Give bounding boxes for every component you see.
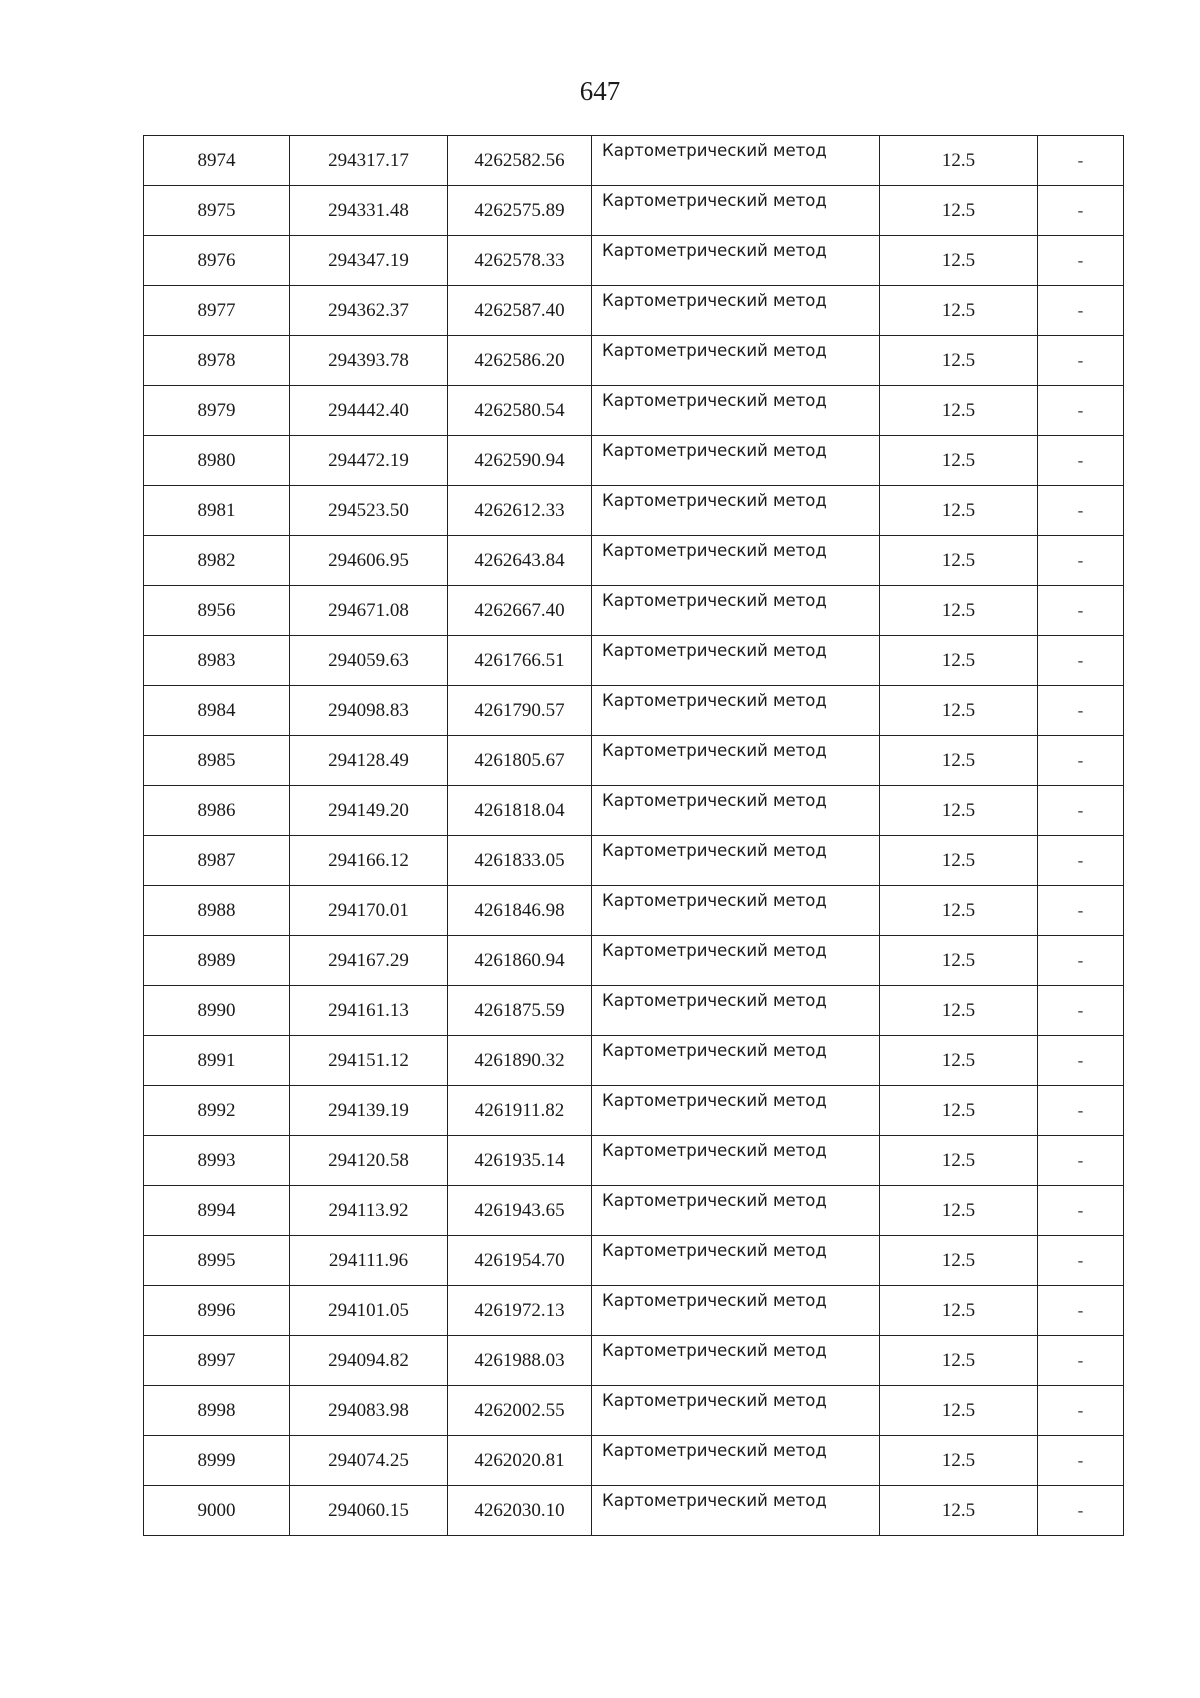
note-cell: -: [1038, 1286, 1124, 1336]
table-row: [144, 1486, 1124, 1536]
y-coordinate-cell: 4261766.51: [448, 636, 592, 686]
point-number-cell: 8981: [144, 486, 290, 536]
method-cell: Картометрический метод: [592, 1236, 880, 1286]
table-row: [144, 1236, 1124, 1286]
y-coordinate-cell: 4261954.70: [448, 1236, 592, 1286]
method-cell: Картометрический метод: [592, 936, 880, 986]
point-number-cell: 8977: [144, 286, 290, 336]
point-number-cell: 8998: [144, 1386, 290, 1436]
note-cell: -: [1038, 586, 1124, 636]
method-cell: Картометрический метод: [592, 736, 880, 786]
table-row: [144, 1036, 1124, 1086]
x-coordinate-cell: 294606.95: [290, 536, 448, 586]
note-cell: -: [1038, 186, 1124, 236]
x-coordinate-cell: 294083.98: [290, 1386, 448, 1436]
table-row: [144, 836, 1124, 886]
point-number-cell: 8999: [144, 1436, 290, 1486]
x-coordinate-cell: 294151.12: [290, 1036, 448, 1086]
point-number-cell: 8993: [144, 1136, 290, 1186]
accuracy-cell: 12.5: [880, 286, 1038, 336]
accuracy-cell: 12.5: [880, 136, 1038, 186]
point-number-cell: 8989: [144, 936, 290, 986]
method-cell: Картометрический метод: [592, 636, 880, 686]
note-cell: -: [1038, 1236, 1124, 1286]
accuracy-cell: 12.5: [880, 436, 1038, 486]
table-row: [144, 986, 1124, 1036]
method-cell: Картометрический метод: [592, 986, 880, 1036]
y-coordinate-cell: 4261805.67: [448, 736, 592, 786]
accuracy-cell: 12.5: [880, 936, 1038, 986]
note-cell: -: [1038, 1386, 1124, 1436]
x-coordinate-cell: 294170.01: [290, 886, 448, 936]
y-coordinate-cell: 4261833.05: [448, 836, 592, 886]
method-cell: Картометрический метод: [592, 1486, 880, 1536]
point-number-cell: 8985: [144, 736, 290, 786]
table-row: [144, 1386, 1124, 1436]
method-cell: Картометрический метод: [592, 1286, 880, 1336]
point-number-cell: 8997: [144, 1336, 290, 1386]
point-number-cell: 8984: [144, 686, 290, 736]
accuracy-cell: 12.5: [880, 386, 1038, 436]
note-cell: -: [1038, 236, 1124, 286]
y-coordinate-cell: 4262612.33: [448, 486, 592, 536]
accuracy-cell: 12.5: [880, 1336, 1038, 1386]
point-number-cell: 8982: [144, 536, 290, 586]
note-cell: -: [1038, 286, 1124, 336]
x-coordinate-cell: 294128.49: [290, 736, 448, 786]
table-row: [144, 386, 1124, 436]
x-coordinate-cell: 294059.63: [290, 636, 448, 686]
x-coordinate-cell: 294139.19: [290, 1086, 448, 1136]
y-coordinate-cell: 4262580.54: [448, 386, 592, 436]
point-number-cell: 8996: [144, 1286, 290, 1336]
accuracy-cell: 12.5: [880, 1186, 1038, 1236]
method-cell: Картометрический метод: [592, 586, 880, 636]
method-cell: Картометрический метод: [592, 1386, 880, 1436]
note-cell: -: [1038, 786, 1124, 836]
note-cell: -: [1038, 1086, 1124, 1136]
table-row: [144, 486, 1124, 536]
y-coordinate-cell: 4262582.56: [448, 136, 592, 186]
table-row: [144, 586, 1124, 636]
note-cell: -: [1038, 1136, 1124, 1186]
y-coordinate-cell: 4261988.03: [448, 1336, 592, 1386]
point-number-cell: 8980: [144, 436, 290, 486]
table-row: [144, 636, 1124, 686]
accuracy-cell: 12.5: [880, 636, 1038, 686]
accuracy-cell: 12.5: [880, 1036, 1038, 1086]
accuracy-cell: 12.5: [880, 536, 1038, 586]
x-coordinate-cell: 294166.12: [290, 836, 448, 886]
note-cell: -: [1038, 1436, 1124, 1486]
accuracy-cell: 12.5: [880, 1436, 1038, 1486]
page-number: 647: [579, 76, 621, 106]
method-cell: Картометрический метод: [592, 286, 880, 336]
table-row: [144, 436, 1124, 486]
point-number-cell: 8979: [144, 386, 290, 436]
x-coordinate-cell: 294523.50: [290, 486, 448, 536]
point-number-cell: 9000: [144, 1486, 290, 1536]
point-number-cell: 8975: [144, 186, 290, 236]
y-coordinate-cell: 4261790.57: [448, 686, 592, 736]
accuracy-cell: 12.5: [880, 1136, 1038, 1186]
accuracy-cell: 12.5: [880, 236, 1038, 286]
note-cell: -: [1038, 886, 1124, 936]
table-row: [144, 886, 1124, 936]
x-coordinate-cell: 294161.13: [290, 986, 448, 1036]
y-coordinate-cell: 4262020.81: [448, 1436, 592, 1486]
table-row: [144, 936, 1124, 986]
accuracy-cell: 12.5: [880, 1286, 1038, 1336]
note-cell: -: [1038, 686, 1124, 736]
point-number-cell: 8992: [144, 1086, 290, 1136]
x-coordinate-cell: 294347.19: [290, 236, 448, 286]
accuracy-cell: 12.5: [880, 786, 1038, 836]
y-coordinate-cell: 4262586.20: [448, 336, 592, 386]
x-coordinate-cell: 294442.40: [290, 386, 448, 436]
method-cell: Картометрический метод: [592, 1136, 880, 1186]
accuracy-cell: 12.5: [880, 486, 1038, 536]
accuracy-cell: 12.5: [880, 886, 1038, 936]
table-row: [144, 536, 1124, 586]
accuracy-cell: 12.5: [880, 336, 1038, 386]
point-number-cell: 8978: [144, 336, 290, 386]
table-row: [144, 786, 1124, 836]
table-row: [144, 736, 1124, 786]
point-number-cell: 8988: [144, 886, 290, 936]
y-coordinate-cell: 4261846.98: [448, 886, 592, 936]
x-coordinate-cell: 294331.48: [290, 186, 448, 236]
table-row: [144, 236, 1124, 286]
note-cell: -: [1038, 136, 1124, 186]
method-cell: Картометрический метод: [592, 486, 880, 536]
method-cell: Картометрический метод: [592, 136, 880, 186]
y-coordinate-cell: 4262578.33: [448, 236, 592, 286]
note-cell: -: [1038, 336, 1124, 386]
accuracy-cell: 12.5: [880, 736, 1038, 786]
method-cell: Картометрический метод: [592, 186, 880, 236]
x-coordinate-cell: 294060.15: [290, 1486, 448, 1536]
point-number-cell: 8974: [144, 136, 290, 186]
coordinates-table-body: [144, 136, 1124, 1536]
table-row: [144, 686, 1124, 736]
accuracy-cell: 12.5: [880, 1486, 1038, 1536]
x-coordinate-cell: 294671.08: [290, 586, 448, 636]
method-cell: Картометрический метод: [592, 1186, 880, 1236]
x-coordinate-cell: 294101.05: [290, 1286, 448, 1336]
y-coordinate-cell: 4261890.32: [448, 1036, 592, 1086]
accuracy-cell: 12.5: [880, 186, 1038, 236]
y-coordinate-cell: 4261943.65: [448, 1186, 592, 1236]
note-cell: -: [1038, 1336, 1124, 1386]
table-row: [144, 1086, 1124, 1136]
table-row: [144, 1136, 1124, 1186]
y-coordinate-cell: 4262002.55: [448, 1386, 592, 1436]
method-cell: Картометрический метод: [592, 1336, 880, 1386]
x-coordinate-cell: 294362.37: [290, 286, 448, 336]
note-cell: -: [1038, 1036, 1124, 1086]
note-cell: -: [1038, 386, 1124, 436]
note-cell: -: [1038, 986, 1124, 1036]
table-row: [144, 336, 1124, 386]
accuracy-cell: 12.5: [880, 1236, 1038, 1286]
accuracy-cell: 12.5: [880, 986, 1038, 1036]
y-coordinate-cell: 4261972.13: [448, 1286, 592, 1336]
y-coordinate-cell: 4262643.84: [448, 536, 592, 586]
coordinates-table: [143, 135, 1124, 1536]
x-coordinate-cell: 294120.58: [290, 1136, 448, 1186]
x-coordinate-cell: 294111.96: [290, 1236, 448, 1286]
x-coordinate-cell: 294472.19: [290, 436, 448, 486]
method-cell: Картометрический метод: [592, 386, 880, 436]
note-cell: -: [1038, 486, 1124, 536]
y-coordinate-cell: 4261818.04: [448, 786, 592, 836]
note-cell: -: [1038, 936, 1124, 986]
method-cell: Картометрический метод: [592, 1436, 880, 1486]
y-coordinate-cell: 4261860.94: [448, 936, 592, 986]
x-coordinate-cell: 294074.25: [290, 1436, 448, 1486]
method-cell: Картометрический метод: [592, 1086, 880, 1136]
point-number-cell: 8990: [144, 986, 290, 1036]
x-coordinate-cell: 294393.78: [290, 336, 448, 386]
point-number-cell: 8991: [144, 1036, 290, 1086]
method-cell: Картометрический метод: [592, 336, 880, 386]
method-cell: Картометрический метод: [592, 536, 880, 586]
y-coordinate-cell: 4262667.40: [448, 586, 592, 636]
point-number-cell: 8995: [144, 1236, 290, 1286]
table-row: [144, 1286, 1124, 1336]
table-row: [144, 186, 1124, 236]
y-coordinate-cell: 4261875.59: [448, 986, 592, 1036]
x-coordinate-cell: 294317.17: [290, 136, 448, 186]
point-number-cell: 8956: [144, 586, 290, 636]
point-number-cell: 8976: [144, 236, 290, 286]
method-cell: Картометрический метод: [592, 786, 880, 836]
y-coordinate-cell: 4261911.82: [448, 1086, 592, 1136]
accuracy-cell: 12.5: [880, 1386, 1038, 1436]
table-row: [144, 286, 1124, 336]
method-cell: Картометрический метод: [592, 686, 880, 736]
table-row: [144, 1186, 1124, 1236]
table-row: [144, 136, 1124, 186]
x-coordinate-cell: 294149.20: [290, 786, 448, 836]
method-cell: Картометрический метод: [592, 836, 880, 886]
x-coordinate-cell: 294113.92: [290, 1186, 448, 1236]
y-coordinate-cell: 4262030.10: [448, 1486, 592, 1536]
point-number-cell: 8987: [144, 836, 290, 886]
point-number-cell: 8994: [144, 1186, 290, 1236]
point-number-cell: 8986: [144, 786, 290, 836]
method-cell: Картометрический метод: [592, 886, 880, 936]
note-cell: -: [1038, 1486, 1124, 1536]
note-cell: -: [1038, 636, 1124, 686]
x-coordinate-cell: 294167.29: [290, 936, 448, 986]
y-coordinate-cell: 4262590.94: [448, 436, 592, 486]
y-coordinate-cell: 4262575.89: [448, 186, 592, 236]
accuracy-cell: 12.5: [880, 686, 1038, 736]
note-cell: -: [1038, 1186, 1124, 1236]
table-row: [144, 1336, 1124, 1386]
note-cell: -: [1038, 536, 1124, 586]
x-coordinate-cell: 294094.82: [290, 1336, 448, 1386]
table-row: [144, 1436, 1124, 1486]
method-cell: Картометрический метод: [592, 1036, 880, 1086]
note-cell: -: [1038, 436, 1124, 486]
point-number-cell: 8983: [144, 636, 290, 686]
method-cell: Картометрический метод: [592, 436, 880, 486]
note-cell: -: [1038, 836, 1124, 886]
note-cell: -: [1038, 736, 1124, 786]
y-coordinate-cell: 4262587.40: [448, 286, 592, 336]
accuracy-cell: 12.5: [880, 836, 1038, 886]
y-coordinate-cell: 4261935.14: [448, 1136, 592, 1186]
x-coordinate-cell: 294098.83: [290, 686, 448, 736]
accuracy-cell: 12.5: [880, 586, 1038, 636]
method-cell: Картометрический метод: [592, 236, 880, 286]
accuracy-cell: 12.5: [880, 1086, 1038, 1136]
